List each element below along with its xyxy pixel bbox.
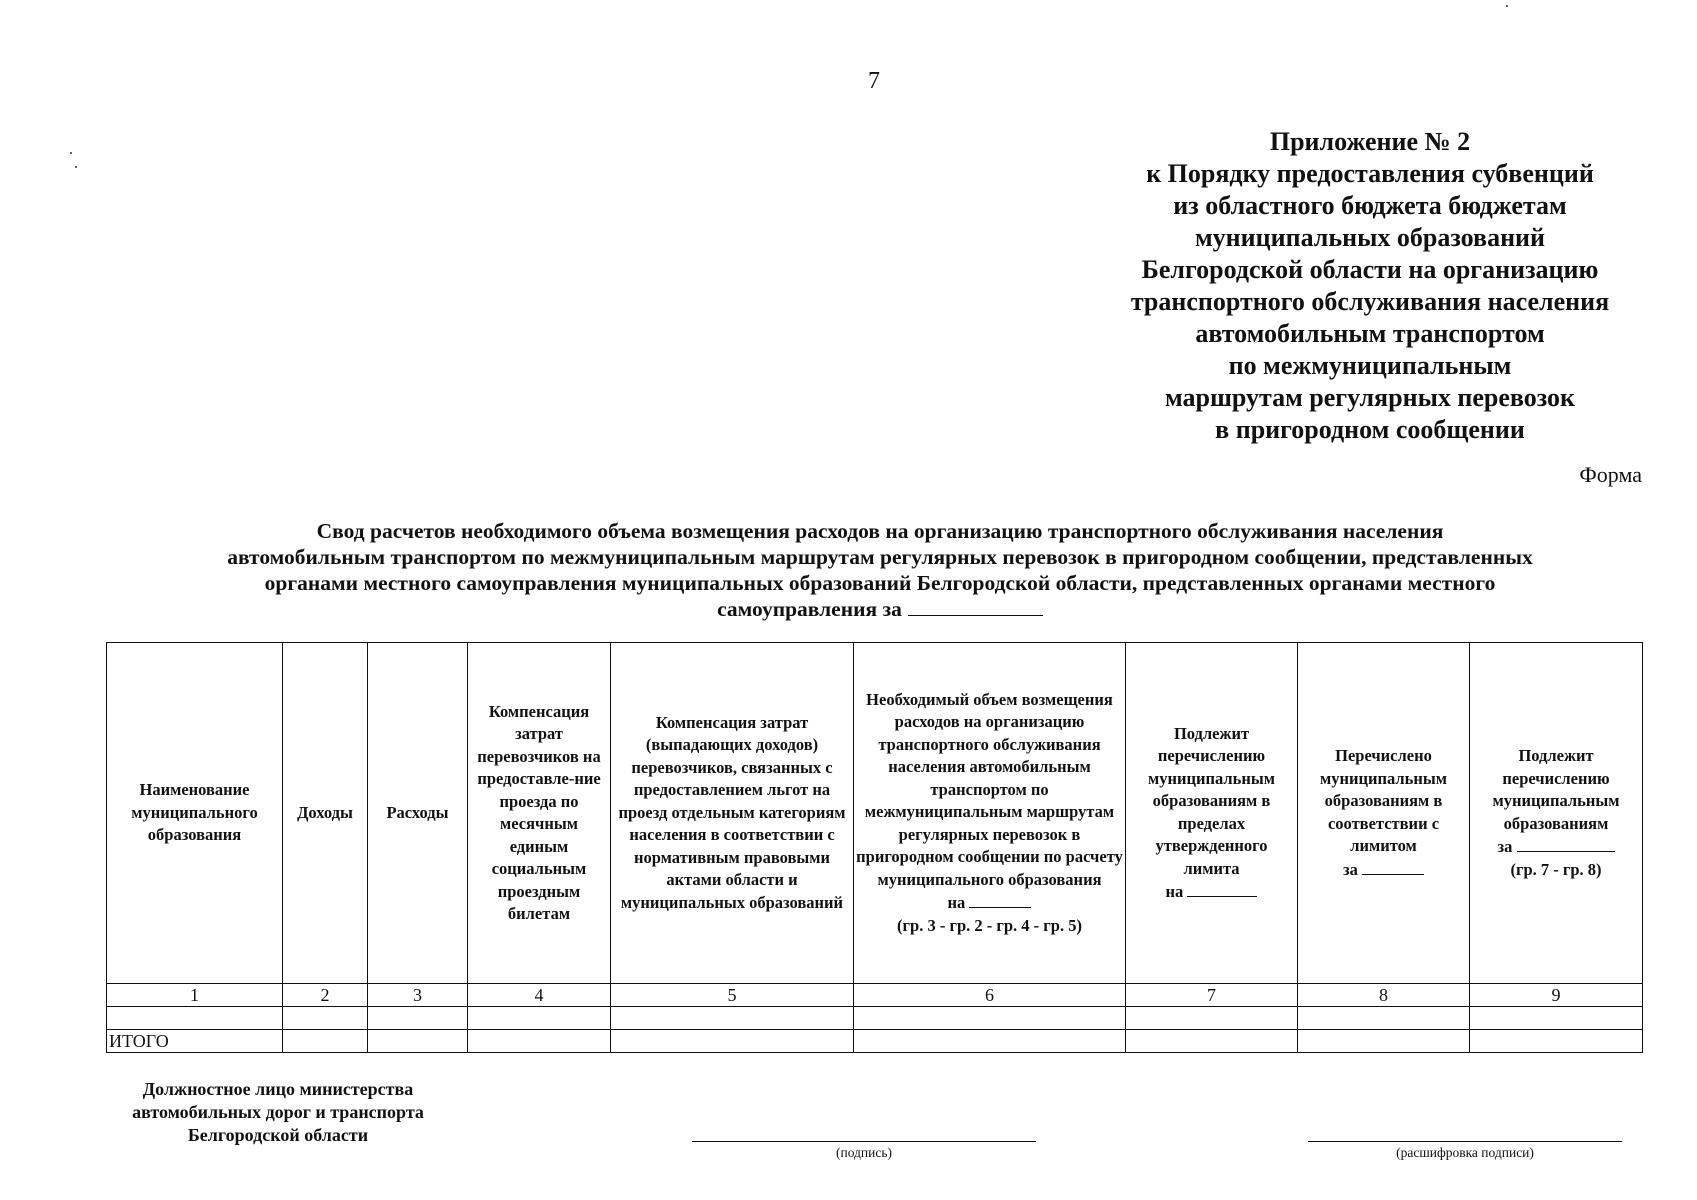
appendix-line: Белгородской области на организацию (1141, 255, 1599, 284)
appendix-line: муниципальных образований (1194, 223, 1546, 252)
table-cell[interactable] (1298, 1007, 1470, 1030)
column-number: 2 (283, 984, 368, 1007)
period-blank-field[interactable] (969, 891, 1031, 908)
appendix-line: маршрутам регулярных перевозок (1164, 383, 1576, 412)
appendix-line: автомобильным транспортом (1195, 319, 1545, 348)
column-number: 1 (107, 984, 283, 1007)
scan-speck (75, 166, 77, 168)
header-to-transfer-limit (1126, 643, 1298, 984)
signature-line[interactable] (692, 1141, 1036, 1142)
column-number: 5 (611, 984, 854, 1007)
table-cell[interactable] (283, 1030, 368, 1053)
table-cell[interactable] (1470, 1030, 1643, 1053)
header-income: Доходы (283, 643, 368, 984)
period-blank-field[interactable] (1517, 835, 1615, 852)
header-required-volume-formula: (гр. 3 - гр. 2 - гр. 4 - гр. 5) (897, 915, 1082, 935)
summary-table (106, 642, 1643, 1053)
header-compensation-benefits: Компенсация затрат (выпадающих доходов) перевозчиков, связанных с предоставлением льгот на проезд отдельным категориям населения в соответствии с нормативным правовыми актами области и муниципальных образований (611, 643, 854, 984)
table-cell[interactable] (368, 1007, 468, 1030)
table-cell[interactable] (283, 1007, 368, 1030)
table-cell[interactable] (854, 1007, 1126, 1030)
header-to-transfer-formula: (гр. 7 - гр. 8) (1510, 859, 1602, 879)
appendix-line: по межмуниципальным (1228, 351, 1512, 380)
scan-speck (70, 152, 72, 154)
signature-caption: (подпись) (835, 1145, 893, 1160)
appendix-line: из областного бюджета бюджетам (1173, 191, 1567, 220)
column-number: 6 (854, 984, 1126, 1007)
header-required-volume-text: Необходимый объем возмещения расходов на организацию транспортного обслуживания населения автомобильным транспортом по межмуниципальным маршрутам регулярных перевозок в пригородном сообщении по расчету муниципального образования (856, 689, 1123, 889)
table-cell[interactable] (611, 1030, 854, 1053)
appendix-line: Приложение № 2 (1269, 127, 1471, 156)
appendix-line: к Порядку предоставления субвенций (1146, 159, 1594, 188)
header-transferred (1298, 643, 1470, 984)
table-row (107, 1007, 1643, 1030)
period-blank-field[interactable] (1362, 858, 1424, 875)
appendix-line: в пригородном сообщении (1215, 415, 1525, 444)
table-cell[interactable] (1126, 1007, 1298, 1030)
title-line: органами местного самоуправления муниципальных образований Белгородской области, представленных органами местного (264, 571, 1496, 595)
signature-decode-line[interactable] (1308, 1141, 1622, 1142)
table-cell[interactable] (854, 1030, 1126, 1053)
table-cell[interactable] (1126, 1030, 1298, 1053)
column-number-row (107, 984, 1643, 1007)
form-label: Форма (1579, 462, 1642, 487)
table-cell[interactable] (468, 1007, 611, 1030)
header-transferred-text: Перечислено муниципальным образованиям в соответствии с лимитом (1319, 746, 1448, 855)
header-required-volume (854, 643, 1126, 984)
scan-speck (1506, 5, 1508, 7)
table-cell[interactable] (107, 1007, 283, 1030)
column-number: 7 (1126, 984, 1298, 1007)
column-number: 8 (1298, 984, 1470, 1007)
header-to-transfer (1470, 643, 1643, 984)
appendix-line: транспортного обслуживания населения (1130, 287, 1610, 316)
signature-decode-caption: (расшифровка подписи) (1396, 1145, 1534, 1160)
signer-block (108, 1078, 448, 1147)
header-to-transfer-limit-text: Подлежит перечислению муниципальным образованиям в пределах утвержденного лимита (1147, 723, 1276, 878)
column-number: 3 (368, 984, 468, 1007)
column-number: 9 (1470, 984, 1643, 1007)
total-label: ИТОГО (107, 1030, 283, 1053)
header-compensation-tickets: Компенсация затрат перевозчиков на предоставле-ние проезда по месячным единым социальным проездным билетам (468, 643, 611, 984)
title-last-text: самоуправления за (717, 597, 902, 621)
total-row (107, 1030, 1643, 1053)
document-title (110, 518, 1650, 622)
title-line: Свод расчетов необходимого объема возмещения расходов на организацию транспортного обслуживания населения (316, 519, 1444, 543)
table-cell[interactable] (611, 1007, 854, 1030)
header-to-transfer-za: за (1497, 837, 1513, 856)
table-cell[interactable] (368, 1030, 468, 1053)
appendix-header (1090, 126, 1650, 446)
period-blank-field[interactable] (908, 597, 1043, 616)
table-cell[interactable] (1470, 1007, 1643, 1030)
header-municipality: Наименование муниципального образования (107, 643, 283, 984)
header-row (107, 643, 1643, 984)
header-expenses: Расходы (368, 643, 468, 984)
title-line: автомобильным транспортом по межмуниципальным маршрутам регулярных перевозок в пригородном сообщении, представленных (227, 545, 1533, 569)
signer-line: Белгородской области (187, 1125, 369, 1145)
period-blank-field[interactable] (1187, 880, 1257, 897)
page-number: 7 (868, 68, 880, 94)
header-transferred-za: за (1342, 859, 1358, 879)
table-cell[interactable] (1298, 1030, 1470, 1053)
signer-line: автомобильных дорог и транспорта (132, 1102, 424, 1122)
title-line-last (110, 596, 1650, 622)
signer-line: Должностное лицо министерства (142, 1079, 414, 1099)
table-cell[interactable] (468, 1030, 611, 1053)
header-required-volume-na: на (947, 893, 966, 913)
header-to-transfer-limit-na: на (1165, 882, 1184, 901)
header-to-transfer-text: Подлежит перечислению муниципальным образованиям (1492, 746, 1620, 833)
column-number: 4 (468, 984, 611, 1007)
